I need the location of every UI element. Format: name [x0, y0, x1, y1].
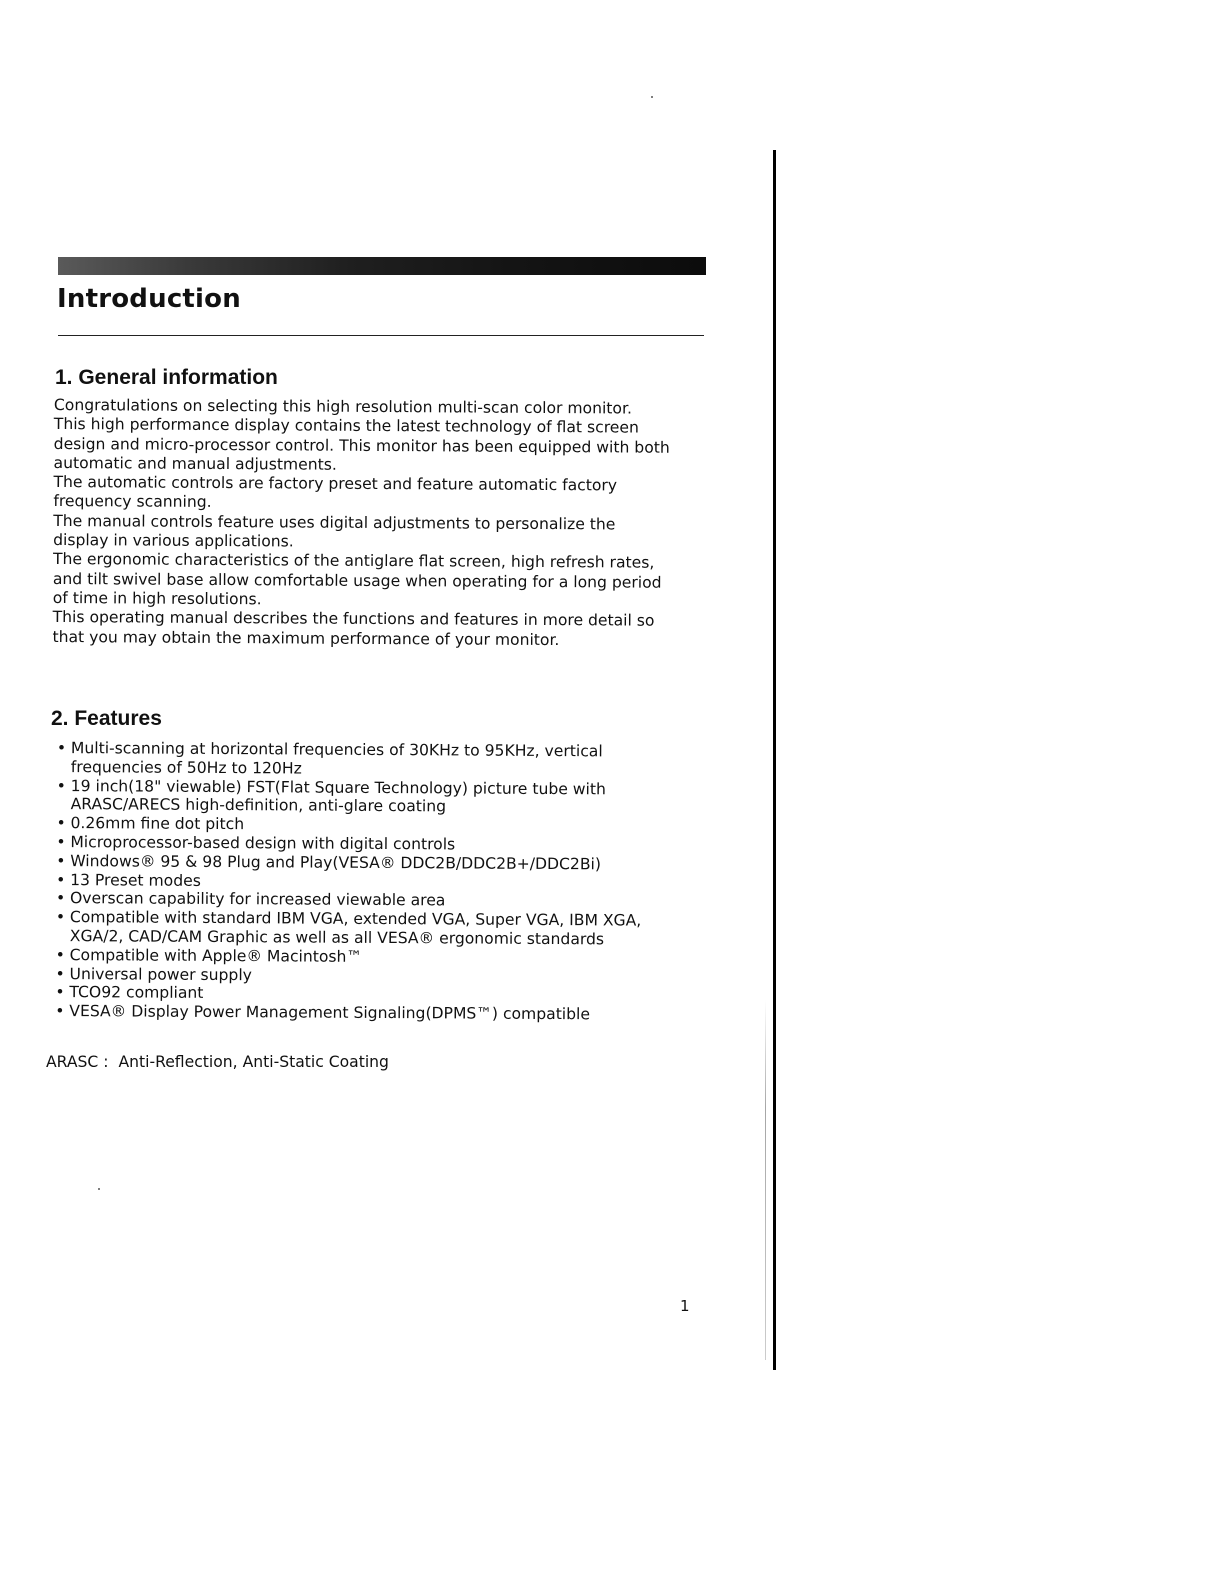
general-paragraph: This operating manual describes the functions and features in more detail so that you may obtain the maximum performance of your monitor.	[52, 608, 655, 649]
feature-text: 0.26mm fine dot pitch	[70, 814, 245, 834]
bullet-icon: •	[55, 1002, 65, 1021]
feature-item	[56, 777, 696, 819]
arasc-footnote: ARASC : Anti-Reflection, Anti-Static Coating	[46, 1053, 389, 1071]
general-paragraph: The ergonomic characteristics of the antiglare flat screen, high refresh rates, and tilt swivel base allow comfortable usage when operating for a long period of time in high resolutions.	[52, 550, 662, 609]
general-paragraph: Congratulations on selecting this high resolution multi-scan color monitor.	[53, 396, 632, 418]
bullet-icon: •	[55, 945, 65, 964]
features-list	[54, 739, 696, 1025]
feature-text: Compatible with standard IBM VGA, extended VGA, Super VGA, IBM XGA, XGA/2, CAD/CAM Graphic as well as all VESA® ergonomic standards	[69, 908, 642, 949]
feature-item	[56, 739, 696, 781]
bullet-icon: •	[55, 908, 66, 927]
feature-text: Overscan capability for increased viewable area	[69, 889, 446, 910]
bullet-icon: •	[55, 964, 65, 983]
bullet-icon: •	[56, 832, 66, 852]
page-title: Introduction	[57, 284, 241, 314]
binding-edge-line	[773, 150, 776, 1370]
general-paragraph: The automatic controls are factory preset and feature automatic factory frequency scanning.	[53, 473, 618, 512]
feature-text: TCO92 compliant	[69, 983, 204, 1003]
feature-item	[55, 908, 695, 950]
feature-text: 19 inch(18" viewable) FST(Flat Square Technology) picture tube with ARASC/ARECS high-definition, anti-glare coating	[70, 776, 606, 816]
feature-text: Microprocessor-based design with digital controls	[70, 833, 456, 854]
general-information-heading: 1. General information	[55, 366, 278, 389]
feature-text: Multi-scanning at horizontal frequencies of 30KHz to 95KHz, vertical frequencies of 50Hz to 120Hz	[70, 739, 603, 778]
feature-text: Windows® 95 & 98 Plug and Play(VESA® DDC2B/DDC2B+/DDC2Bi)	[70, 851, 602, 874]
bullet-icon: •	[56, 776, 66, 795]
title-divider	[58, 335, 704, 336]
bullet-icon: •	[55, 889, 66, 908]
feature-item	[54, 1002, 694, 1025]
features-heading: 2. Features	[51, 707, 162, 730]
feature-text: 13 Preset modes	[70, 870, 201, 890]
page-number: 1	[680, 1297, 690, 1315]
general-paragraph: The manual controls feature uses digital adjustments to personalize the display in various applications.	[53, 511, 616, 551]
feature-text: Universal power supply	[69, 964, 252, 984]
feature-text: Compatible with Apple® Macintosh™	[69, 945, 363, 966]
scan-speck	[98, 1188, 100, 1190]
bullet-icon: •	[56, 739, 67, 758]
binding-edge-shadow	[765, 1000, 766, 1360]
section-header-bar	[58, 257, 706, 275]
scan-speck	[651, 96, 653, 98]
bullet-icon: •	[55, 983, 65, 1002]
bullet-icon: •	[56, 814, 66, 833]
general-paragraph: This high performance display contains the latest technology of flat screen design and micro-processor control. This monitor has been equipped with both automatic and manual adjustments.	[53, 415, 670, 474]
feature-text: VESA® Display Power Management Signaling(DPMS™) compatible	[69, 1002, 591, 1024]
general-information-body	[52, 396, 674, 651]
bullet-icon: •	[56, 851, 66, 870]
bullet-icon: •	[56, 870, 66, 889]
